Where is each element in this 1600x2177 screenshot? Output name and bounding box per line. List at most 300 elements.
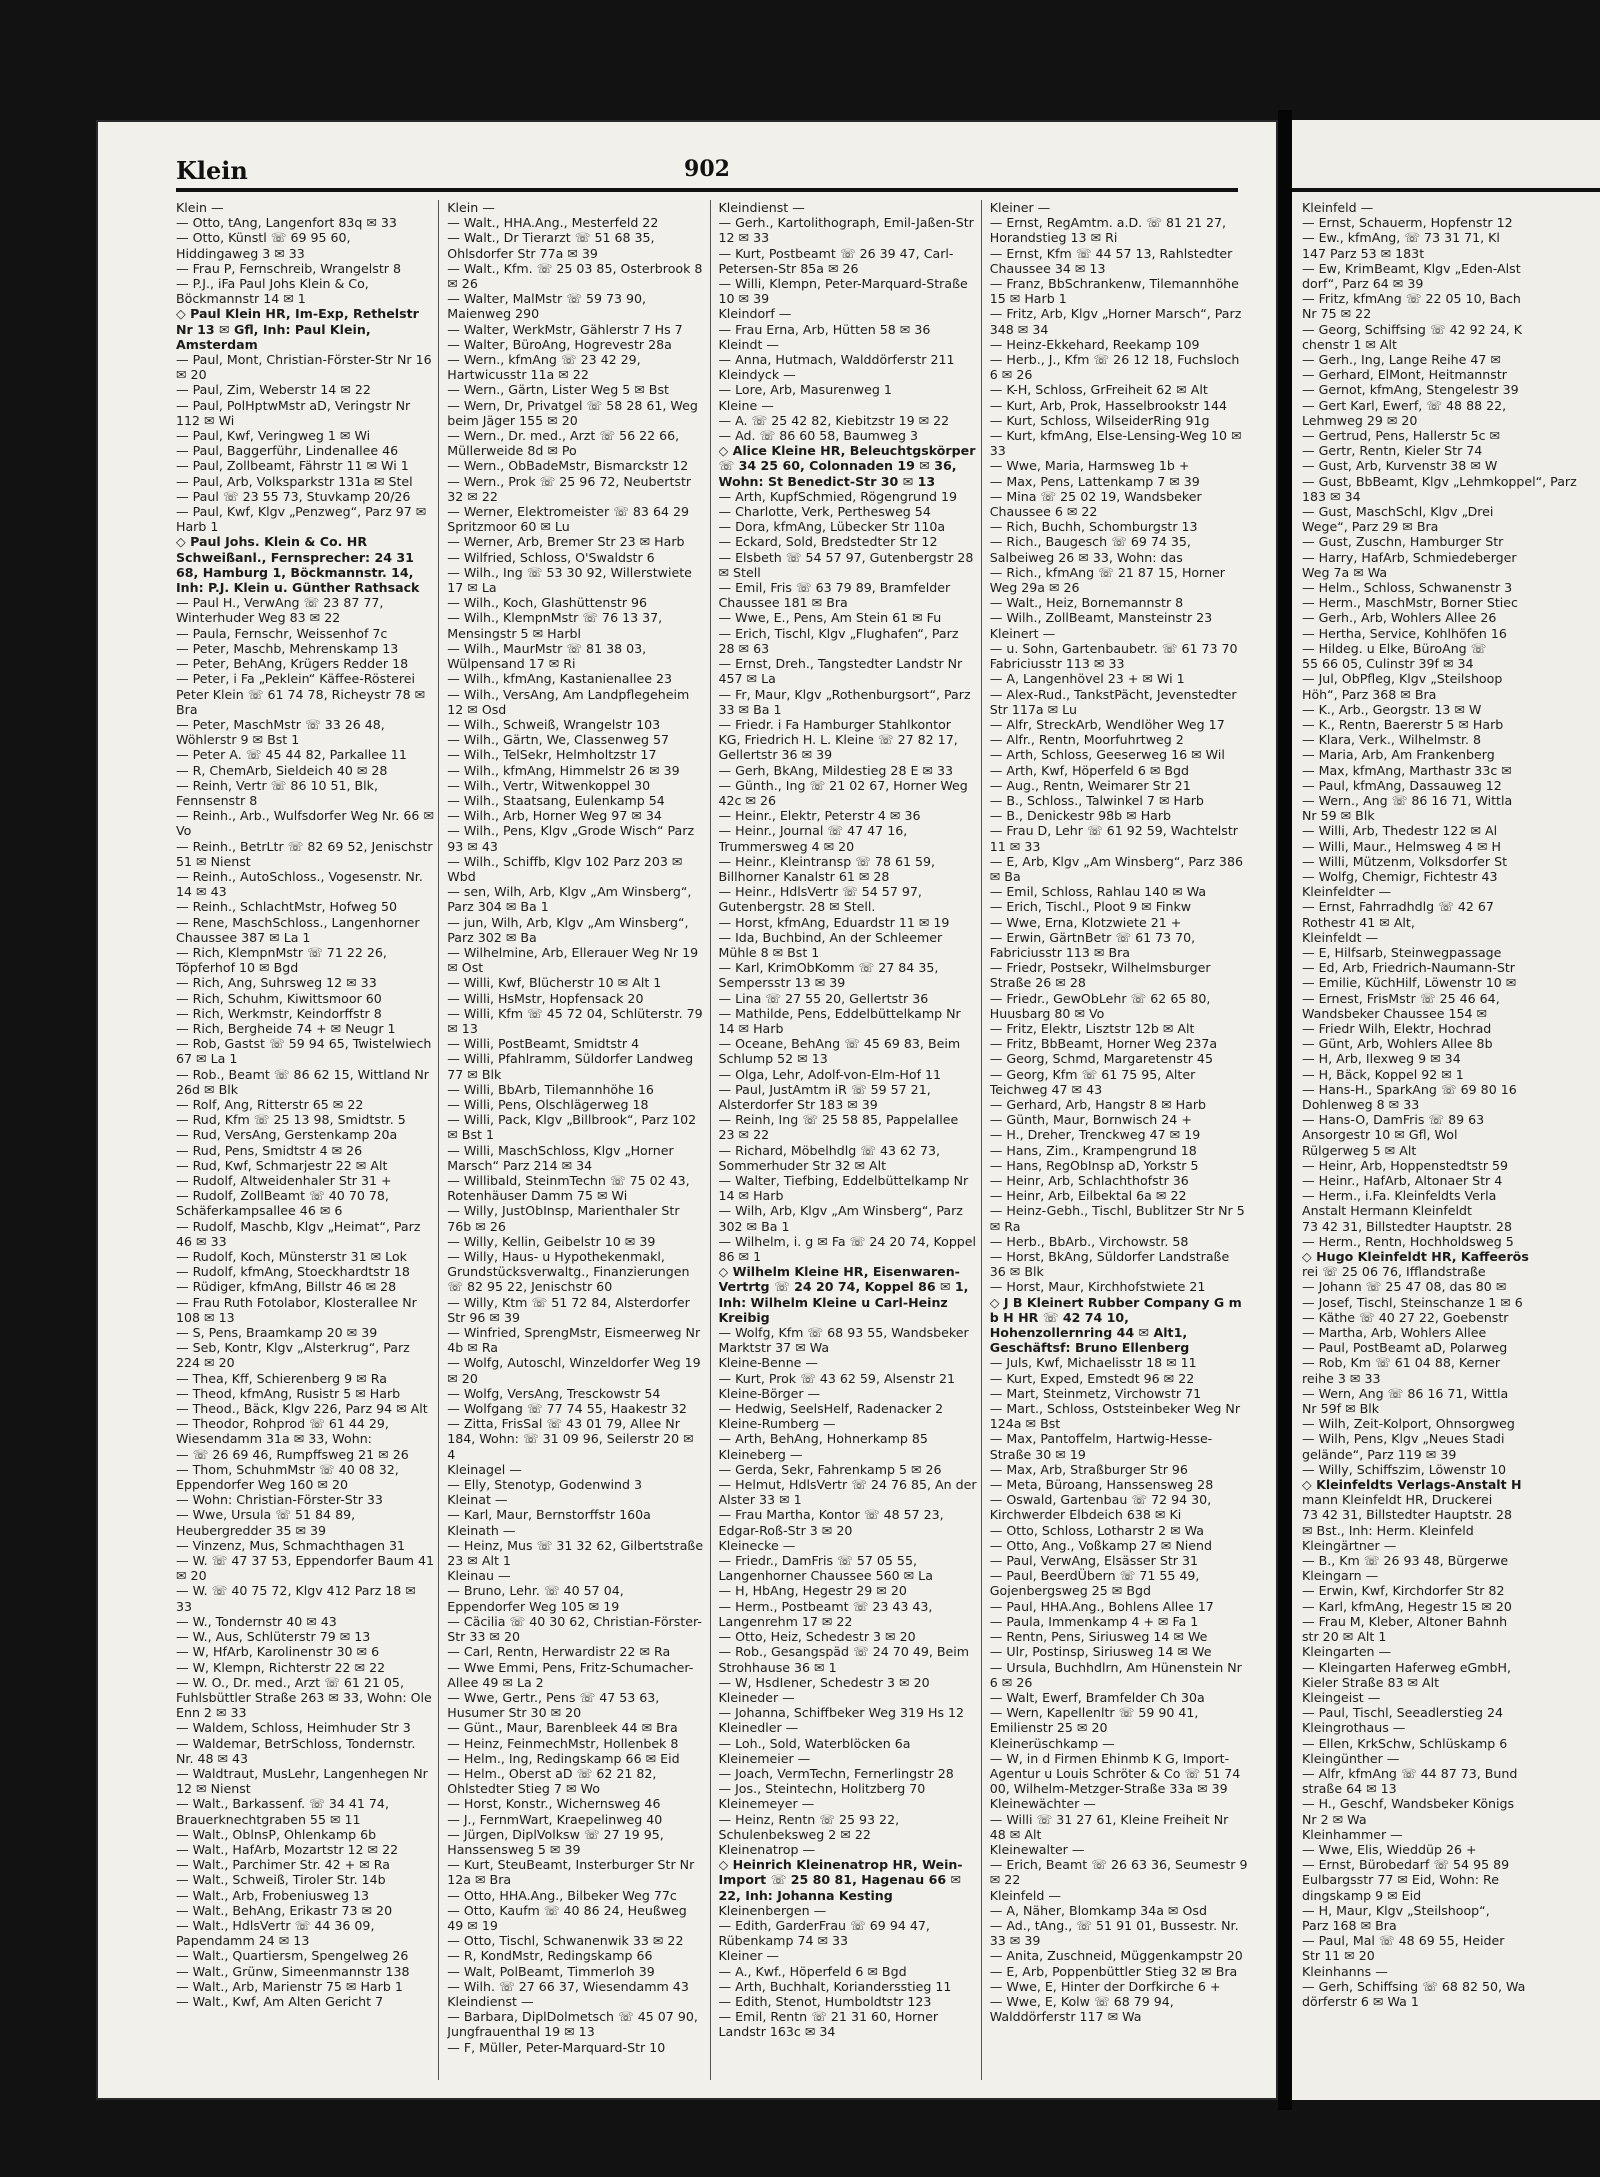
directory-entry: — Emil, Schloss, Rahlau 140 ✉ Wa <box>989 884 1207 900</box>
directory-entry: — Friedr., GewObLehr ☏ 62 65 80, Huusbarg 80 ✉ Vo <box>989 990 1215 1021</box>
directory-entry: — Wwe, Ursula ☏ 51 84 89, Heubergredder 35 ✉ 39 <box>176 1507 360 1538</box>
directory-entry: — Walt., Schweiß, Tiroler Str. 14b <box>176 1872 386 1888</box>
directory-entry: — Wilh. ☏ 27 66 37, Wiesendamm 43 <box>447 1978 689 1994</box>
directory-entry: — Friedr, Postsekr, Wilhelmsburger Straße 26 ✉ 28 <box>989 960 1215 991</box>
directory-entry: — Otto, Heiz, Schedestr 3 ✉ 20 <box>718 1629 916 1645</box>
directory-entry: — H., Geschf, Wandsbeker Königs <box>1302 1796 1515 1812</box>
directory-entry: — Gerh., Ing, Lange Reihe 47 ✉ <box>1302 352 1501 368</box>
directory-entry: — Walt, PolBeamt, Timmerloh 39 <box>447 1963 655 1979</box>
directory-entry: — Reinh., BetrLtr ☏ 82 69 52, Jenischstr 51 ✉ Nienst <box>176 838 437 869</box>
directory-entry: — Willy, Schiffszim, Löwenstr 10 <box>1302 1461 1506 1477</box>
directory-entry: Kleinenbergen — <box>718 1902 827 1918</box>
directory-entry: — Paul, Zim, Weberstr 14 ✉ 22 <box>176 382 371 398</box>
directory-entry: — Paul, Baggerführ, Lindenallee 46 <box>176 443 399 459</box>
directory-entry: — Willi, Klempn, Peter-Marquard-Straße 10 ✉ 39 <box>718 276 972 307</box>
directory-entry: — E, Arb, Poppenbüttler Stieg 32 ✉ Bra <box>989 1963 1238 1979</box>
directory-entry: Kleindt — <box>718 336 780 352</box>
directory-entry: — Mart, Steinmetz, Virchowstr 71 <box>989 1385 1202 1401</box>
directory-entry: — Willi, Maur., Helmsweg 4 ✉ H <box>1302 838 1502 854</box>
directory-entry: — Helm., Oberst aD ☏ 62 21 82, Ohlstedter Stieg 7 ✉ Wo <box>447 1765 661 1797</box>
directory-entry: — Rudolf, Altweidenhaler Str 31 + <box>176 1173 392 1188</box>
directory-entry: — Peter, MaschMstr ☏ 33 26 48, Wöhlerstr 9 ✉ Bst 1 <box>176 716 389 748</box>
directory-entry: — Wwe, E, Kolw ☏ 68 79 94, Walddörferstr 117 ✉ Wa <box>989 1993 1178 2025</box>
directory-entry: — Cäcilia ☏ 40 30 62, Christian-Förster-Str 33 ✉ 20 <box>447 1613 702 1645</box>
directory-entry: — Harry, HafArb, Schmiedeberger <box>1302 549 1517 565</box>
directory-entry: — Carl, Rentn, Herwardistr 22 ✉ Ra <box>447 1644 671 1660</box>
directory-entry: Kleingarn — <box>1302 1568 1379 1584</box>
directory-entry: — Edith, GarderFrau ☏ 69 94 47, Rübenkamp 74 ✉ 33 <box>718 1917 934 1949</box>
directory-entry: — W., Tondernstr 40 ✉ 43 <box>176 1613 337 1629</box>
directory-entry: — Kurt, Exped, Emstedt 96 ✉ 22 <box>989 1370 1195 1386</box>
directory-entry: — Anna, Hutmach, Walddörferstr 211 <box>718 352 955 368</box>
directory-entry: — Willi, Mützenm, Volksdorfer St <box>1302 853 1508 869</box>
directory-entry: Kleinemeyer — <box>718 1796 815 1812</box>
directory-entry: — Ernst, Dreh., Tangstedter Landstr Nr 457 ✉ La <box>718 656 967 687</box>
directory-entry: — Gerh, Schiffsing ☏ 68 82 50, Wa <box>1302 1978 1526 1994</box>
directory-entry: Nr 59 ✉ Blk <box>1302 808 1375 824</box>
directory-entry: — Heinr, Arb, Schlachthofstr 36 <box>989 1173 1189 1188</box>
directory-entry: — Ellen, KrkSchw, Schlüskamp 6 <box>1302 1735 1508 1751</box>
directory-entry: — Walt., HdlsVertr ☏ 44 36 09, Papendamm 24 ✉ 13 <box>176 1917 379 1949</box>
directory-entry: — Rudolf, kfmAng, Stoeckhardtstr 18 <box>176 1264 410 1280</box>
directory-entry: — Wilh, Zeit-Kolport, Ohnsorgweg <box>1302 1416 1515 1432</box>
directory-entry: — Otto, tAng, Langenfort 83q ✉ 33 <box>176 215 397 231</box>
directory-entry: — Joach, VermTechn, Fernerlingstr 28 <box>718 1765 954 1781</box>
directory-entry: — K., Arb., Georgstr. 13 ✉ W <box>1302 701 1482 717</box>
directory-entry: — Günt, Arb, Wohlers Allee 8b <box>1302 1036 1493 1052</box>
directory-entry: — Wwe, Elis, Wieddüp 26 + <box>1302 1841 1477 1857</box>
directory-entry: — Paul ☏ 23 55 73, Stuvkamp 20/26 <box>176 488 411 504</box>
directory-entry: — Helmut, HdlsVertr ☏ 24 76 85, An der Alster 33 ✉ 1 <box>718 1477 981 1508</box>
directory-entry: Höh“, Parz 368 ✉ Bra <box>1302 686 1437 702</box>
directory-entry: — Herb., BbArb., Virchowstr. 58 <box>989 1233 1189 1249</box>
directory-entry: — Otto, Kaufm ☏ 40 86 24, Heußweg 49 ✉ 19 <box>447 1902 691 1933</box>
directory-entry: — Willi, BbArb, Tilemannhöhe 16 <box>447 1081 654 1097</box>
directory-entry: str 20 ✉ Alt 1 <box>1302 1629 1387 1645</box>
directory-entry: dorf“, Parz 64 ✉ 39 <box>1302 276 1424 292</box>
directory-entry: — Olga, Lehr, Adolf-von-Elm-Hof 11 <box>718 1066 942 1082</box>
directory-entry: Kleingünther — <box>1302 1750 1400 1766</box>
directory-entry: — Gerhard, Arb, Hangstr 8 ✉ Harb <box>989 1096 1207 1112</box>
directory-entry: Kleinhanns — <box>1302 1963 1388 1979</box>
directory-entry: — Erich, Beamt ☏ 26 63 36, Seumestr 9 ✉ 22 <box>989 1857 1252 1888</box>
directory-entry: — Gerh., Arb, Wohlers Allee 26 <box>1302 610 1497 626</box>
directory-entry: — Otto, HHA.Ang., Bilbeker Weg 77c <box>447 1887 677 1903</box>
directory-entry: — Horst, Maur, Kirchhofstwiete 21 <box>989 1279 1206 1295</box>
directory-entry: — Wolfg, Kfm ☏ 68 93 55, Wandsbeker Marktstr 37 ✉ Wa <box>718 1325 973 1356</box>
directory-entry: — Johann ☏ 25 47 08, das 80 ✉ <box>1302 1279 1507 1295</box>
directory-entry: Kleindienst — <box>447 1993 534 2009</box>
directory-entry: — Jürgen, DiplVolksw ☏ 27 19 95, Hanssensweg 5 ✉ 39 <box>447 1826 668 1857</box>
directory-entry: — Frau M, Kleber, Altoner Bahnh <box>1302 1613 1508 1629</box>
directory-entry: — Gerda, Sekr, Fahrenkamp 5 ✉ 26 <box>718 1461 942 1477</box>
directory-entry: — A. ☏ 25 42 82, Kiebitzstr 19 ✉ 22 <box>718 412 950 428</box>
directory-entry: — Winfried, SprengMstr, Eismeerweg Nr 4b ✉ Ra <box>447 1325 705 1356</box>
directory-entry: ✉ Bst., Inh: Herm. Kleinfeld <box>1302 1522 1474 1538</box>
directory-entry: — Wern, Ang ☏ 86 16 71, Wittla <box>1302 1385 1509 1401</box>
directory-entry: — Ernst, Schauerm, Hopfenstr 12 <box>1302 215 1513 231</box>
directory-entry: — Paula, Immenkamp 4 + ✉ Fa 1 <box>989 1613 1199 1629</box>
directory-entry: — Walt, Ewerf, Bramfelder Ch 30a <box>989 1689 1205 1705</box>
directory-entry: ◇ Hugo Kleinfeldt HR, Kaffeerös <box>1302 1249 1529 1265</box>
directory-entry: — Wern., kfmAng ☏ 23 42 29, Hartwicusstr 11a ✉ 22 <box>447 352 645 383</box>
directory-entry: — B., Km ☏ 26 93 48, Bürgerwe <box>1302 1553 1509 1569</box>
directory-entry: — Otto, Künstl ☏ 69 95 60, Hiddingaweg 3 ✉ 33 <box>176 230 355 261</box>
directory-entry: — Ida, Buchbind, An der Schleemer Mühle 8 ✉ Bst 1 <box>718 929 947 960</box>
directory-entry: rei ☏ 25 06 76, Ifflandstraße <box>1302 1264 1486 1280</box>
directory-entry: — W. O., Dr. med., Arzt ☏ 61 21 05, Fuhlsbüttler Straße 263 ✉ 33, Wohn: Ole Enn 2 ✉ 33 <box>176 1674 436 1721</box>
directory-entry: — Alex-Rud., TankstPächt, Jevenstedter Str 117a ✉ Lu <box>989 686 1241 717</box>
directory-entry: — Willy, Ktm ☏ 51 72 84, Alsterdorfer Str 96 ✉ 39 <box>447 1294 694 1325</box>
directory-entry: — Werner, Arb, Bremer Str 23 ✉ Harb <box>447 534 685 550</box>
directory-entry: — Wilh., kfmAng, Kastanienallee 23 <box>447 671 673 687</box>
directory-entry: — Heinr., HdlsVertr ☏ 54 57 97, Gutenbergstr. 28 ✉ Stell. <box>718 884 926 915</box>
directory-entry: — Otto, Ang., Voßkamp 27 ✉ Niend <box>989 1537 1213 1553</box>
directory-entry: — Willibald, SteinmTechn ☏ 75 02 43, Rotenhäuser Damm 75 ✉ Wi <box>447 1173 694 1204</box>
directory-entry: Kleiner — <box>989 200 1051 215</box>
directory-entry: — S, Pens, Braamkamp 20 ✉ 39 <box>176 1325 378 1341</box>
directory-entry: — Karl, KrimObKomm ☏ 27 84 35, Sempersstr 13 ✉ 39 <box>718 960 943 991</box>
directory-entry: — A, Näher, Blomkamp 34a ✉ Osd <box>989 1902 1207 1918</box>
directory-entry: — Willi, Pfahlramm, Süldorfer Landweg 77 ✉ Blk <box>447 1051 698 1082</box>
directory-entry: — Peter, i Fa „Peklein“ Käffee-Rösterei Peter Klein ☏ 61 74 78, Richeystr 78 ✉ Bra <box>176 671 430 717</box>
directory-entry: Str 11 ✉ 20 <box>1302 1948 1375 1964</box>
directory-entry: — Erwin, GärtnBetr ☏ 61 73 70, Fabriciusstr 113 ✉ Bra <box>989 929 1200 960</box>
directory-entry: Kleinhammer — <box>1302 1826 1403 1842</box>
directory-entry: — Wern., Gärtn, Lister Weg 5 ✉ Bst <box>447 382 669 398</box>
directory-entry: — Wilh., Schweiß, Wrangelstr 103 <box>447 716 661 732</box>
directory-entry: ◇ Paul Johs. Klein & Co. HR Schweißanl., Fernsprecher: 24 31 68, Hamburg 1, Böckmannstr. 14, Inh: P.J. Klein u. Günther Rathsack <box>176 534 420 596</box>
directory-entry: — Ernst, RegAmtm. a.D. ☏ 81 21 27, Horandstieg 13 ✉ Ri <box>989 215 1231 246</box>
directory-entry: — Reinh., AutoSchloss., Vogesenstr. Nr. 14 ✉ 43 <box>176 868 427 900</box>
directory-entry: 73 42 31, Billstedter Hauptstr. 28 <box>1302 1218 1512 1234</box>
directory-entry: Parz 168 ✉ Bra <box>1302 1917 1397 1933</box>
directory-entry: — Friedr Wilh, Elektr, Hochrad <box>1302 1020 1492 1036</box>
directory-entry: — Wilh., Schiffb, Klgv 102 Parz 203 ✉ Wbd <box>447 853 687 884</box>
directory-entry: — Wilh., Vertr, Witwenkoppel 30 <box>447 777 651 793</box>
directory-entry: — Paul, Mal ☏ 48 69 55, Heider <box>1302 1933 1505 1949</box>
directory-entry: — Walt., Kwf, Am Alten Gericht 7 <box>176 1993 384 2009</box>
directory-entry: Dohlenweg 8 ✉ 33 <box>1302 1096 1420 1112</box>
directory-entry: — Frau Martha, Kontor ☏ 48 57 23, Edgar-Roß-Str 3 ✉ 20 <box>718 1507 948 1538</box>
directory-entry: — Rich, Buchh, Schomburgstr 13 <box>989 519 1198 535</box>
directory-entry: — Otto, Schloss, Lotharstr 2 ✉ Wa <box>989 1522 1205 1538</box>
directory-entry: — Paul, Arb, Volksparkstr 131a ✉ Stel <box>176 473 413 489</box>
directory-entry: — Kleingarten Haferweg eGmbH, <box>1302 1659 1511 1675</box>
directory-entry: dörferstr 6 ✉ Wa 1 <box>1302 1993 1419 2009</box>
directory-entry: Kleinewächter — <box>989 1796 1096 1812</box>
entry-columns <box>176 200 1252 2080</box>
page-gutter <box>1278 110 1292 2110</box>
directory-entry: Nr 75 ✉ 22 <box>1302 306 1372 322</box>
directory-entry: Wege“, Parz 29 ✉ Bra <box>1302 519 1439 535</box>
directory-entry: — W. ☏ 47 37 53, Eppendorfer Baum 41 ✉ 20 <box>176 1553 439 1584</box>
directory-entry: chenstr 1 ✉ Alt <box>1302 336 1397 352</box>
directory-entry: Kleine-Rumberg — <box>718 1416 836 1432</box>
directory-entry: — Gernot, kfmAng, Stengelestr 39 <box>1302 382 1519 398</box>
directory-entry: — Josef, Tischl, Steinschanze 1 ✉ 6 <box>1302 1294 1523 1310</box>
directory-entry: — Fritz, Arb, Klgv „Horner Marsch“, Parz 348 ✉ 34 <box>989 306 1246 337</box>
directory-entry: — Oceane, BehAng ☏ 45 69 83, Beim Schlump 52 ✉ 13 <box>718 1036 965 1067</box>
directory-entry: — Willi, Arb, Thedestr 122 ✉ Al <box>1302 823 1498 839</box>
directory-entry: — Willi, Kwf, Blücherstr 10 ✉ Alt 1 <box>447 975 662 991</box>
directory-entry: Kleine-Benne — <box>718 1355 819 1371</box>
directory-entry: Kleinewalter — <box>989 1841 1085 1857</box>
directory-entry: — Thom, SchuhmMstr ☏ 40 08 32, Eppendorfer Weg 160 ✉ 20 <box>176 1461 403 1493</box>
directory-entry: — Gust, Arb, Kurvenstr 38 ✉ W <box>1302 458 1498 474</box>
directory-entry: — Georg, Schmd, Margaretenstr 45 <box>989 1051 1213 1067</box>
directory-entry: — Seb, Kontr, Klgv „Alsterkrug“, Parz 224 ✉ 20 <box>176 1340 414 1371</box>
directory-entry: — Wern., Prok ☏ 25 96 72, Neubertstr 32 ✉ 22 <box>447 473 696 504</box>
directory-entry: — Edith, Stenot, Humboldtstr 123 <box>718 1993 932 2009</box>
directory-entry: — Kurt, Arb, Prok, Hasselbrookstr 144 <box>989 397 1228 413</box>
directory-entry: — Paul, HHA.Ang., Bohlens Allee 17 <box>989 1598 1214 1614</box>
directory-entry: — Gerh., Kartolithograph, Emil-Jaßen-Str 12 ✉ 33 <box>718 215 978 246</box>
directory-entry: — Walt., Heiz, Bornemannstr 8 <box>989 595 1184 611</box>
directory-entry: — Wolfg, Autoschl, Winzeldorfer Weg 19 ✉ 20 <box>447 1355 705 1386</box>
directory-entry: — Hedwig, SeelsHelf, Radenacker 2 <box>718 1401 944 1417</box>
directory-entry: — Karl, Maur, Bernstorffstr 160a <box>447 1507 651 1523</box>
directory-entry: — Wilh., kfmAng, Himmelstr 26 ✉ 39 <box>447 762 680 778</box>
directory-entry: — Heinz, Rentn ☏ 25 93 22, Schulenbeksweg 2 ✉ 22 <box>718 1811 904 1842</box>
directory-entry: Klein — <box>176 200 224 215</box>
directory-entry: — Herm., i.Fa. Kleinfeldts Verla <box>1302 1188 1497 1204</box>
directory-entry: — Reinh., SchlachtMstr, Hofweg 50 <box>176 899 397 915</box>
directory-entry: Kleingeist — <box>1302 1689 1381 1705</box>
directory-entry: — Georg, Schiffsing ☏ 42 92 24, K <box>1302 321 1522 337</box>
directory-entry: Nr 2 ✉ Wa <box>1302 1811 1367 1827</box>
directory-entry: Kleiner — <box>718 1948 780 1964</box>
directory-entry: — Herm., Rentn, Hochholdsweg 5 <box>1302 1233 1514 1249</box>
directory-entry: — Wwe Emmi, Pens, Fritz-Schumacher-Allee 49 ✉ La 2 <box>447 1659 694 1690</box>
page-number: 902 <box>684 156 730 182</box>
directory-entry: — Wilh, Pens, Klgv „Neues Stadi <box>1302 1431 1505 1447</box>
directory-entry: ◇ Kleinfeldts Verlags-Anstalt H <box>1302 1477 1522 1493</box>
directory-entry: — W. ☏ 40 75 72, Klgv 412 Parz 18 ✉ 33 <box>176 1583 420 1614</box>
directory-entry: 73 42 31, Billstedter Hauptstr. 28 <box>1302 1507 1512 1523</box>
directory-entry: — Theodor, Rohprod ☏ 61 44 29, Wiesendamm 31a ✉ 33, Wohn: <box>176 1416 393 1447</box>
directory-entry: — Alfr., Rentn, Moorfuhrtweg 2 <box>989 732 1184 748</box>
directory-entry: — Eckard, Sold, Bredstedter Str 12 <box>718 534 938 550</box>
directory-entry: — Rüdiger, kfmAng, Billstr 46 ✉ 28 <box>176 1279 397 1295</box>
directory-entry: — Arth, BehAng, Hohnerkamp 85 <box>718 1431 928 1447</box>
directory-entry: — Wilhelm, i. g ✉ Fa ☏ 24 20 74, Koppel 86 ✉ 1 <box>718 1233 981 1265</box>
directory-entry: — E, Hilfsarb, Steinwegpassage <box>1302 944 1502 960</box>
directory-entry: — Käthe ☏ 40 27 22, Goebenstr <box>1302 1309 1509 1325</box>
directory-entry: — Heinz, FeinmechMstr, Hollenbek 8 <box>447 1735 679 1751</box>
directory-entry: Kleinerüschkamp — <box>989 1735 1115 1751</box>
directory-entry: — W, HfArb, Karolinenstr 30 ✉ 6 <box>176 1644 380 1660</box>
directory-entry: — Wern., ObBadeMstr, Bismarckstr 12 <box>447 458 689 474</box>
directory-entry: Kleinat — <box>447 1492 508 1508</box>
directory-entry: ◇ Paul Klein HR, Im-Exp, Rethelstr Nr 13 ✉ Gfl, Inh: Paul Klein, Amsterdam <box>176 306 424 352</box>
directory-entry: straße 64 ✉ 13 <box>1302 1781 1397 1797</box>
directory-entry: — Aug., Rentn, Weimarer Str 21 <box>989 777 1191 793</box>
directory-entry: — Frau P, Fernschreib, Wrangelstr 8 <box>176 260 401 276</box>
directory-entry: — Rich, Schuhm, Kiwittsmoor 60 <box>176 990 382 1006</box>
directory-entry: — Loh., Sold, Waterblöcken 6a <box>718 1735 911 1751</box>
directory-entry: — Peter, Maschb, Mehrenskamp 13 <box>176 640 399 656</box>
directory-entry: — Paul, kfmAng, Dassauweg 12 <box>1302 777 1502 793</box>
directory-entry: ◇ Wilhelm Kleine HR, Eisenwaren-Vertrtg ☏ 24 20 74, Koppel 86 ✉ 1, Inh: Wilhelm Kleine u Carl-Heinz Kreibig <box>718 1264 973 1325</box>
directory-entry: Kleine-Börger — <box>718 1385 821 1401</box>
directory-entry: Weg 7a ✉ Wa <box>1302 564 1388 580</box>
directory-entry: — Rud, VersAng, Gerstenkamp 20a <box>176 1127 398 1143</box>
directory-entry: — Kurt, Postbeamt ☏ 26 39 47, Carl-Petersen-Str 85a ✉ 26 <box>718 245 954 276</box>
directory-entry: — Rob, Gastst ☏ 59 94 65, Twistelwiech 67 ✉ La 1 <box>176 1036 436 1067</box>
directory-entry: Rülgerweg 5 ✉ Alt <box>1302 1142 1417 1158</box>
directory-entry: — Alfr, StreckArb, Wendlöher Weg 17 <box>989 716 1225 732</box>
directory-entry: — Kurt, SteuBeamt, Insterburger Str Nr 12a ✉ Bra <box>447 1857 699 1888</box>
directory-entry: — Otto, Tischl, Schwanenwik 33 ✉ 22 <box>447 1933 684 1949</box>
directory-entry: — Willy, Kellin, Geibelstr 10 ✉ 39 <box>447 1233 656 1249</box>
directory-entry: — Heinz-Ekkehard, Reekamp 109 <box>989 336 1200 352</box>
directory-entry: — Wwe, Maria, Harmsweg 1b + <box>989 458 1190 474</box>
directory-entry: Kleinath — <box>447 1522 516 1538</box>
directory-entry: — R, KondMstr, Redingskamp 66 <box>447 1948 653 1964</box>
directory-entry: — Gert Karl, Ewerf, ☏ 48 88 22, <box>1302 397 1507 413</box>
directory-entry: — Kurt, Prok ☏ 43 62 59, Alsenstr 21 <box>718 1370 956 1386</box>
directory-entry: — Rudolf, ZollBeamt ☏ 40 70 78, Schäferkampsallee 46 ✉ 6 <box>176 1188 393 1219</box>
directory-entry: — Hildeg. u Elke, BüroAng ☏ <box>1302 640 1487 656</box>
directory-entry: — Frau Erna, Arb, Hütten 58 ✉ 36 <box>718 321 931 337</box>
directory-entry: — W, in d Firmen Ehinmb K G, Import-Agentur u Louis Schröter & Co ☏ 51 74 00, Wilhelm-Metzger-Straße 33a ✉ 39 <box>989 1750 1245 1797</box>
directory-entry: — E, Arb, Klgv „Am Winsberg“, Parz 386 ✉ Ba <box>989 853 1247 884</box>
directory-entry: — Paul, JustAmtm iR ☏ 59 57 21, Alsterdorfer Str 183 ✉ 39 <box>718 1081 935 1112</box>
directory-entry: Rothestr 41 ✉ Alt, <box>1302 914 1415 930</box>
directory-entry: — Willi, Pack, Klgv „Billbrook“, Parz 102 ✉ Bst 1 <box>447 1112 701 1143</box>
directory-entry: — Erich, Tischl., Ploot 9 ✉ Finkw <box>989 899 1192 915</box>
directory-entry: — Emil, Fris ☏ 63 79 89, Bramfelder Chaussee 181 ✉ Bra <box>718 580 955 611</box>
directory-entry: — K-H, Schloss, GrFreiheit 62 ✉ Alt <box>989 382 1208 398</box>
directory-entry: 55 66 05, Culinstr 39f ✉ 34 <box>1302 656 1474 672</box>
directory-entry: — Dora, kfmAng, Lübecker Str 110a <box>718 519 946 535</box>
directory-entry: — Thea, Kff, Schierenberg 9 ✉ Ra <box>176 1370 387 1386</box>
directory-entry: — Walt., Barkassenf. ☏ 34 41 74, Brauerknechtgraben 55 ✉ 11 <box>176 1796 393 1827</box>
directory-entry: — Juls, Kwf, Michaelisstr 18 ✉ 11 <box>989 1355 1197 1371</box>
directory-entry: Wandsbeker Chaussee 154 ✉ <box>1302 1005 1488 1021</box>
directory-entry: — Gertrud, Pens, Hallerstr 5c ✉ <box>1302 428 1501 444</box>
directory-entry: — Walt., Grünw, Simeenmannstr 138 <box>176 1963 410 1979</box>
directory-entry: — Willy, Haus- u Hypothekenmakl, Grundstücksverwaltg., Finanzierungen ☏ 82 95 22, Jenischstr 60 <box>447 1249 694 1295</box>
directory-entry: — Bruno, Lehr. ☏ 40 57 04, Eppendorfer Weg 105 ✉ 19 <box>447 1583 628 1614</box>
directory-page-left <box>96 120 1278 2100</box>
directory-entry: — Paul, Zollbeamt, Fährstr 11 ✉ Wi 1 <box>176 458 409 474</box>
directory-entry: — Rud, Pens, Smidtstr 4 ✉ 26 <box>176 1142 363 1158</box>
directory-entry: — Elly, Stenotyp, Godenwind 3 <box>447 1477 642 1493</box>
directory-entry: — Karl, kfmAng, Hegestr 15 ✉ 20 <box>1302 1598 1512 1614</box>
directory-entry: — Ernst, Bürobedarf ☏ 54 95 89 <box>1302 1857 1510 1873</box>
directory-entry: Kleinemeier — <box>718 1750 811 1766</box>
directory-entry: — B., Schloss., Talwinkel 7 ✉ Harb <box>989 792 1204 808</box>
directory-entry: Kieler Straße 83 ✉ Alt <box>1302 1674 1440 1690</box>
directory-entry: — Heinr, Arb, Hoppenstedtstr 59 <box>1302 1157 1509 1173</box>
directory-entry: — Paul, BeerdÜbern ☏ 71 55 49, Gojenbergsweg 25 ✉ Bgd <box>989 1568 1204 1599</box>
directory-entry: Kleindorf — <box>718 306 792 322</box>
directory-entry: Kleinfeld — <box>1302 200 1374 215</box>
directory-entry: — Heinr., Journal ☏ 47 47 16, Trummersweg 4 ✉ 20 <box>718 823 912 854</box>
directory-entry: — Rene, MaschSchloss., Langenhorner Chaussee 387 ✉ La 1 <box>176 914 424 945</box>
directory-entry: gelände“, Parz 119 ✉ 39 <box>1302 1446 1457 1462</box>
directory-entry: — Herb., J., Kfm ☏ 26 12 18, Fuchsloch 6 ✉ 26 <box>989 352 1244 383</box>
directory-entry: Kleinagel — <box>447 1461 522 1477</box>
directory-entry: — Rob, Km ☏ 61 04 88, Kerner <box>1302 1355 1501 1371</box>
directory-entry: — Erwin, Kwf, Kirchdorfer Str 82 <box>1302 1583 1505 1599</box>
directory-entry: — W, HsdIener, Schedestr 3 ✉ 20 <box>718 1674 930 1690</box>
directory-entry: — Rich, Bergheide 74 + ✉ Neugr 1 <box>176 1020 396 1036</box>
directory-entry: — Hans, Zim., Krampengrund 18 <box>989 1142 1197 1158</box>
header-rule <box>176 188 1238 192</box>
directory-entry: — Alfr, kfmAng ☏ 44 87 73, Bund <box>1302 1765 1518 1781</box>
directory-entry: — Mart., Schloss, Oststeinbeker Weg Nr 124a ✉ Bst <box>989 1401 1245 1432</box>
directory-entry: — Waldtraut, MusLehr, Langenhegen Nr 12 ✉ Nienst <box>176 1765 432 1797</box>
directory-entry: — Walter, WerkMstr, Gählerstr 7 Hs 7 <box>447 321 683 337</box>
directory-entry: — Rich., kfmAng ☏ 21 87 15, Horner Weg 29a ✉ 26 <box>989 564 1229 596</box>
directory-entry: Kleinedler — <box>718 1720 799 1736</box>
directory-entry: Kleineberg — <box>718 1446 803 1462</box>
directory-entry: Kleineder — <box>718 1689 795 1705</box>
directory-entry: — H, HbAng, Hegestr 29 ✉ 20 <box>718 1583 907 1599</box>
directory-entry: — Kurt, kfmAng, Else-Lensing-Weg 10 ✉ 33 <box>989 428 1246 459</box>
directory-entry: — Ad. ☏ 86 60 58, Baumweg 3 <box>718 428 918 444</box>
directory-entry: — Willi, HsMstr, Hopfensack 20 <box>447 990 644 1006</box>
directory-entry: — Rob., Gesangspäd ☏ 24 70 49, Beim Strohhause 36 ✉ 1 <box>718 1644 974 1675</box>
directory-entry: — Arth, KupfSchmied, Rögengrund 19 <box>718 488 958 504</box>
directory-entry: — Ernst, Kfm ☏ 44 57 13, Rahlstedter Chaussee 34 ✉ 13 <box>989 245 1237 276</box>
directory-entry: — Horst, Konstr., Wichernsweg 46 <box>447 1796 661 1812</box>
directory-page-right <box>1292 120 1600 2100</box>
directory-entry: — Fritz, BbBeamt, Horner Weg 237a <box>989 1036 1218 1052</box>
directory-entry: — Ew, KrimBeamt, Klgv „Eden-Alst <box>1302 260 1521 276</box>
directory-entry: — Walter, MalMstr ☏ 59 73 90, Maienweg 290 <box>447 291 651 322</box>
directory-entry: — Gust, Zuschn, Hamburger Str <box>1302 534 1504 550</box>
directory-entry: — Wern., Ang ☏ 86 16 71, Wittla <box>1302 792 1513 808</box>
directory-entry: Kleindyck — <box>718 367 796 383</box>
directory-entry: — Waldem, Schloss, Heimhuder Str 3 <box>176 1720 411 1736</box>
directory-entry: Kleingärtner — <box>1302 1537 1397 1553</box>
directory-entry: — Mathilde, Pens, Eddelbüttelkamp Nr 14 ✉ Harb <box>718 1005 965 1036</box>
directory-entry: — Wilh., Koch, Glashüttenstr 96 <box>447 595 648 611</box>
directory-entry: — Werner, Elektromeister ☏ 83 64 29 Spritzmoor 60 ✉ Lu <box>447 504 694 535</box>
directory-entry: — Günth, Maur, Bornwisch 24 + <box>989 1112 1192 1128</box>
directory-entry: — Herm., Postbeamt ☏ 23 43 43, Langenrehm 17 ✉ 22 <box>718 1598 937 1629</box>
directory-entry: — Wwe, Gertr., Pens ☏ 47 53 63, Husumer Str 30 ✉ 20 <box>447 1689 664 1721</box>
directory-entry: — Helm., Schloss, Schwanenstr 3 <box>1302 580 1513 596</box>
directory-entry: — Reinh, Vertr ☏ 86 10 51, Blk, Fennsenstr 8 <box>176 777 382 808</box>
directory-entry: — Paul H., VerwAng ☏ 23 87 77, Winterhuder Weg 83 ✉ 22 <box>176 595 388 626</box>
directory-entry: — Wilh., Gärtn, We, Classenweg 57 <box>447 732 669 748</box>
directory-entry: — Lore, Arb, Masurenweg 1 <box>718 382 892 398</box>
directory-entry: Kleinecke — <box>718 1537 796 1553</box>
directory-entry: — Wilh., Staatsang, Eulenkamp 54 <box>447 792 665 808</box>
directory-entry: — Wolfg, Chemigr, Fichtestr 43 <box>1302 868 1498 884</box>
directory-entry: — Heinr., Elektr, Peterstr 4 ✉ 36 <box>718 808 921 824</box>
directory-entry: — Willi, PostBeamt, Smidtstr 4 <box>447 1036 640 1052</box>
directory-entry: Kleinfeldt — <box>1302 929 1379 945</box>
directory-entry: Kleinfeldter — <box>1302 884 1392 900</box>
directory-entry: — R, ChemArb, Sieldeich 40 ✉ 28 <box>176 762 388 778</box>
directory-entry: — Paul, Tischl, Seeadlerstieg 24 <box>1302 1705 1504 1721</box>
directory-entry: — Günt., Maur, Barenbleek 44 ✉ Bra <box>447 1720 678 1736</box>
directory-entry: — Friedr. i Fa Hamburger Stahlkontor KG, Friedrich H. L. Kleine ☏ 27 82 17, Gellertstr 36 ✉ 39 <box>718 716 962 763</box>
directory-entry: — W, Klempn, Richterstr 22 ✉ 22 <box>176 1659 386 1675</box>
directory-entry: Kleindienst — <box>718 200 805 215</box>
directory-entry: — Georg, Kfm ☏ 61 75 95, Alter Teichweg 47 ✉ 43 <box>989 1066 1200 1097</box>
directory-entry: — Wilh, Arb, Klgv „Am Winsberg“, Parz 302 ✉ Ba 1 <box>718 1203 967 1234</box>
directory-entry: 147 Parz 53 ✉ 183t <box>1302 245 1425 261</box>
directory-entry: ◇ Heinrich Kleinenatrop HR, Wein-Import ☏ 25 80 81, Hagenau 66 ✉ 22, Inh: Johanna Kesting <box>718 1857 966 1903</box>
directory-entry: — Arth, Schloss, Geeserweg 16 ✉ Wil <box>989 747 1225 763</box>
